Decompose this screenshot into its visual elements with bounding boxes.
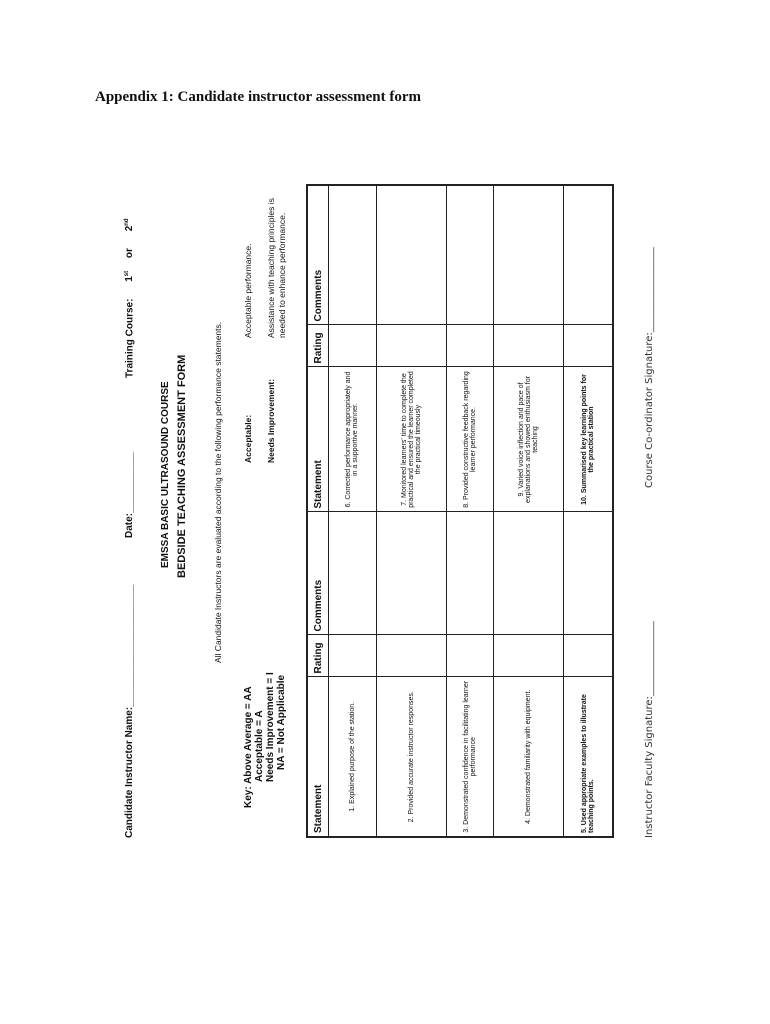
needs-improvement-term: Needs Improvement: (266, 378, 276, 463)
table-header-row (307, 185, 329, 837)
faculty-signature-line[interactable]: Instructor Faculty Signature:_______________ (644, 621, 655, 838)
table-row (329, 185, 377, 837)
statement-cell: 7. Monitored learners' time to complete the practical and ensured the learner completed the practical timeously (376, 367, 446, 512)
rating-cell[interactable] (329, 325, 377, 367)
comments-cell[interactable] (494, 512, 564, 635)
comments-cell[interactable] (329, 512, 377, 635)
course-title: EMSSA BASIC ULTRASOUND COURSE (160, 381, 171, 568)
table-row (376, 185, 446, 837)
statement-cell: 1. Explained purpose of the station. (329, 677, 377, 837)
date-label: Date:___________ (124, 451, 135, 538)
rating-cell[interactable] (494, 635, 564, 677)
statement-cell: 8. Provided constructive feedback regarding learner performance. (446, 367, 494, 512)
rating-cell[interactable] (329, 635, 377, 677)
coordinator-signature-line[interactable]: Course Co-ordinator Signature:_________________ (644, 247, 655, 488)
table-row (446, 185, 494, 837)
table-row (494, 185, 564, 837)
statement-cell: 4. Demonstrated familiarity with equipment. (494, 677, 564, 837)
needs-improvement-desc: Assistance with teaching principles is needed to enhance performance. (266, 198, 287, 338)
comments-cell[interactable] (494, 185, 564, 325)
training-course-label: Training Course: 1st or 2nd (124, 218, 136, 378)
comments-cell[interactable] (564, 512, 613, 635)
rotated-assessment-form (118, 158, 655, 838)
rating-cell[interactable] (376, 325, 446, 367)
evaluation-note: All Candidate Instructors are evaluated according to the following performance statements. (213, 321, 223, 663)
statement-cell: 6. Corrected performance appropriately and in a supportive manner. (329, 367, 377, 512)
table-row (564, 185, 613, 837)
rating-cell[interactable] (564, 325, 613, 367)
header-statement: Statement (307, 677, 329, 837)
rating-cell[interactable] (376, 635, 446, 677)
comments-cell[interactable] (564, 185, 613, 325)
rating-cell[interactable] (564, 635, 613, 677)
assessment-table (306, 184, 614, 838)
statement-cell: 3. Demonstrated confidence in facilitating learner performance (446, 677, 494, 837)
header-comments: Comments (307, 512, 329, 635)
comments-cell[interactable] (376, 185, 446, 325)
rating-cell[interactable] (494, 325, 564, 367)
acceptable-desc: Acceptable performance. (243, 243, 253, 338)
form-title: BEDSIDE TEACHING ASSESSMENT FORM (176, 354, 188, 578)
header-rating: Rating (307, 325, 329, 367)
header-statement: Statement (307, 367, 329, 512)
comments-cell[interactable] (376, 512, 446, 635)
header-comments: Comments (307, 185, 329, 325)
statement-cell: 5. Used appropriate examples to illustrate teaching points. (564, 677, 613, 837)
statement-cell: 10. Summarised key learning points for the practical station (564, 367, 613, 512)
statement-cell: 9. Varied voice inflection and pace of explanations and showed enthusiasm for teaching (494, 367, 564, 512)
comments-cell[interactable] (446, 512, 494, 635)
comments-cell[interactable] (329, 185, 377, 325)
comments-cell[interactable] (446, 185, 494, 325)
rating-cell[interactable] (446, 325, 494, 367)
statement-cell: 2. Provided accurate instructor responses. (376, 677, 446, 837)
rating-cell[interactable] (446, 635, 494, 677)
appendix-title: Appendix 1: Candidate instructor assessment form (95, 89, 421, 105)
header-rating: Rating (307, 635, 329, 677)
acceptable-term: Acceptable: (243, 414, 253, 463)
candidate-name-label: Candidate Instructor Name:______________________ (124, 584, 135, 838)
rating-key: Key: Above Average = AA Acceptable = A Needs Improvement = I NA = Not Applicable (243, 672, 287, 808)
